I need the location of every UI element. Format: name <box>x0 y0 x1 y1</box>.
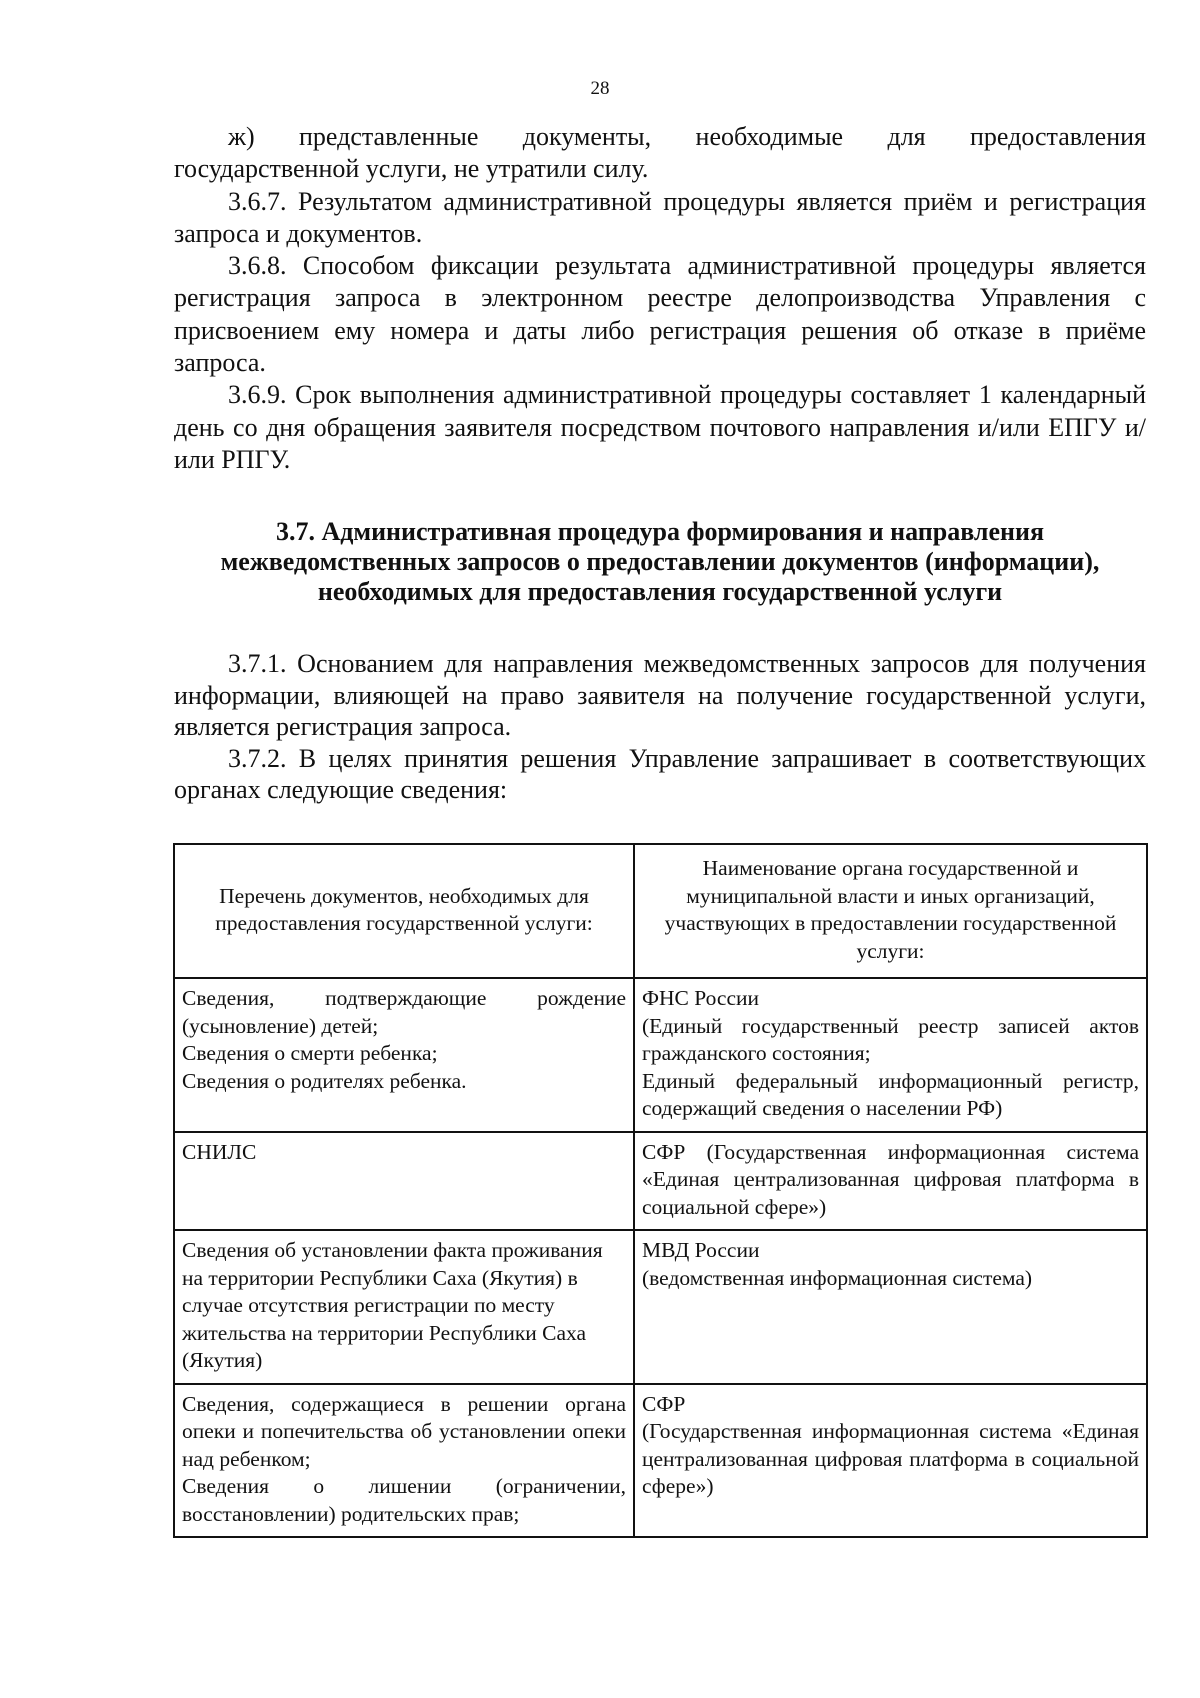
paragraph-3-7-2: 3.7.2. В целях принятия решения Управление запрашивает в соответствующих органах следующие сведения: <box>174 743 1146 805</box>
page-number: 28 <box>590 78 610 99</box>
heading-line-1: 3.7. Административная процедура формирования и направления <box>275 517 1045 546</box>
paragraph-3-6-9: 3.6.9. Срок выполнения административной процедуры составляет 1 календарный день со дня обращения заявителя посредством почтового направления и/или ЕПГУ и/или РПГУ. <box>174 380 1146 474</box>
body-text-bottom <box>174 648 1146 806</box>
cell-line: (Единый государственный реестр записей актов гражданского состояния; <box>642 1013 1139 1065</box>
documents-table <box>173 843 1148 1538</box>
row2-documents <box>174 1132 634 1231</box>
cell-line: ФНС России <box>642 986 760 1010</box>
row4-organization <box>634 1384 1147 1538</box>
cell-line: Сведения о лишении (ограничении, восстановлении) родительских прав; <box>182 1474 626 1526</box>
cell-line: Сведения, подтверждающие рождение (усыновление) детей; <box>182 986 626 1038</box>
table-row <box>174 978 1147 1132</box>
cell-line: (Государственная информационная система «Единая централизованная цифровая платформа в социальной сфере») <box>642 1419 1139 1498</box>
cell-line: Сведения о родителях ребенка. <box>182 1068 467 1093</box>
heading-line-3: необходимых для предоставления государственной услуги <box>317 577 1003 606</box>
row3-documents <box>174 1230 634 1384</box>
row3-organization <box>634 1230 1147 1384</box>
cell-line: МВД России <box>642 1238 760 1262</box>
row1-organization <box>634 978 1147 1132</box>
cell-line: Сведения, содержащиеся в решении органа опеки и попечительства об установлении опеки над ребенком; <box>182 1391 626 1471</box>
paragraph-3-6-7: 3.6.7. Результатом административной процедуры является приём и регистрация запроса и документов. <box>174 186 1146 248</box>
cell-line: Сведения об установлении факта проживания на территории Республики Саха (Якутия) в случае отсутствия регистрации по месту жительства на территории Республики Саха (Якутия) <box>182 1238 603 1372</box>
cell-line: Сведения о смерти ребенка; <box>182 1041 438 1065</box>
body-text-top <box>174 121 1146 476</box>
paragraph-3-6-8: 3.6.8. Способом фиксации результата административной процедуры является регистрация запроса в электронном реестре делопроизводства Управления с присвоением ему номера и даты либо регистрация решения об отказе в приёме запроса. <box>174 251 1146 378</box>
cell-line: Единый федеральный информационный регистр, содержащий сведения о населении РФ) <box>642 1068 1139 1120</box>
paragraph-zh: ж) представленные документы, необходимые для предоставления государственной услуги, не утратили силу. <box>174 122 1146 184</box>
table-row <box>174 1132 1147 1231</box>
table-row <box>174 1384 1147 1538</box>
section-heading-3-7 <box>174 517 1146 607</box>
paragraph-3-7-1: 3.7.1. Основанием для направления межведомственных запросов для получения информации, влияющей на право заявителя на получение государственной услуги, является регистрация запроса. <box>174 649 1146 742</box>
table-header-row <box>174 844 1147 978</box>
cell-line: СФР (Государственная информационная система «Единая централизованная цифровая платформа в социальной сфере») <box>642 1139 1139 1219</box>
cell-line: (ведомственная информационная система) <box>642 1265 1033 1290</box>
cell-line: СФР <box>642 1391 686 1416</box>
cell-line: СНИЛС <box>182 1139 257 1164</box>
row1-documents <box>174 978 634 1132</box>
header-documents-list: Перечень документов, необходимых для предоставления государственной услуги: <box>174 844 634 978</box>
table-row <box>174 1230 1147 1384</box>
heading-line-2: межведомственных запросов о предоставлении документов (информации), <box>220 547 1100 576</box>
row2-organization <box>634 1132 1147 1231</box>
row4-documents <box>174 1384 634 1538</box>
header-organization-name: Наименование органа государственной и муниципальной власти и иных организаций, участвующих в предоставлении государственной услуги: <box>634 844 1147 978</box>
